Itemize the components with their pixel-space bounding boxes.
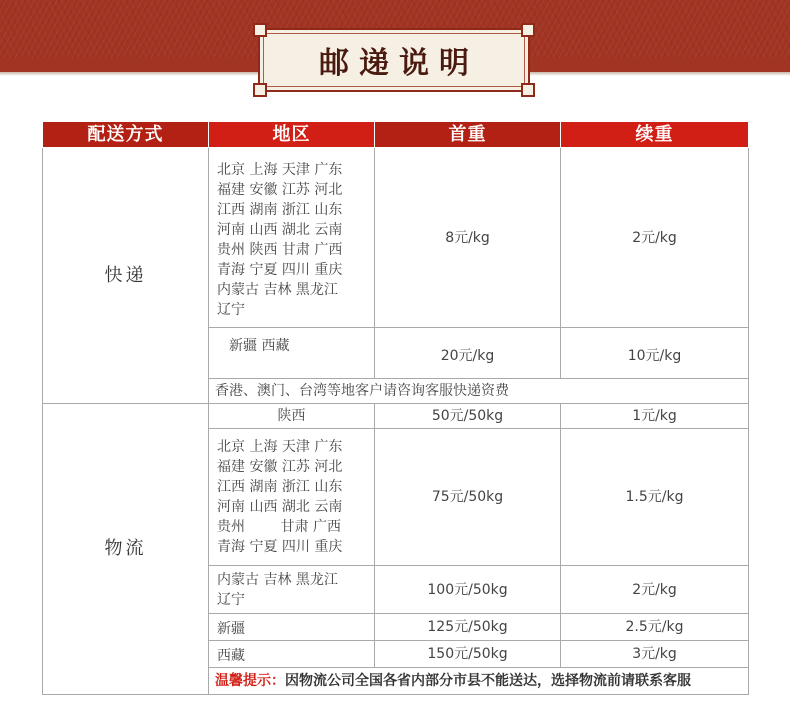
method-logistics: 物流 — [43, 404, 209, 695]
plaque-corner-ornament — [521, 83, 535, 97]
header-region: 地区 — [209, 122, 375, 148]
tip-label: 温馨提示： — [215, 673, 285, 689]
extra-weight-cell: 2元/kg — [561, 566, 749, 614]
region-text: 北京 上海 天津 广东 福建 安徽 江苏 河北 江西 湖南 浙江 山东 河南 山西 湖北 云南 贵州 陕西 甘肃 广西 青海 宁夏 四川 重庆 内蒙古 吉林 黑龙江 辽宁 — [217, 162, 343, 318]
first-weight-cell: 100元/50kg — [375, 566, 561, 614]
method-express: 快递 — [43, 148, 209, 404]
logistics-tip — [209, 668, 749, 695]
plaque-corner-ornament — [253, 83, 267, 97]
plaque-corner-ornament — [253, 23, 267, 37]
express-note: 香港、澳门、台湾等地客户请咨询客服快递资费 — [209, 379, 749, 404]
region-cell — [209, 641, 375, 668]
table-row — [43, 148, 749, 328]
shipping-rate-table — [42, 122, 749, 695]
title-plaque — [258, 28, 530, 92]
region-cell — [209, 614, 375, 641]
extra-weight-cell: 10元/kg — [561, 328, 749, 379]
first-weight-cell: 20元/kg — [375, 328, 561, 379]
first-weight-cell: 150元/50kg — [375, 641, 561, 668]
first-weight-cell: 50元/50kg — [375, 404, 561, 429]
extra-weight-cell: 2.5元/kg — [561, 614, 749, 641]
title-banner — [0, 0, 790, 88]
tip-text: 因物流公司全国各省内部分市县不能送达，选择物流前请联系客服 — [285, 673, 691, 689]
extra-weight-cell: 1.5元/kg — [561, 429, 749, 566]
extra-weight-cell: 3元/kg — [561, 641, 749, 668]
region-text: 北京 上海 天津 广东 福建 安徽 江苏 河北 江西 湖南 浙江 山东 河南 山西 湖北 云南 贵州 甘肃 广西 青海 宁夏 四川 重庆 — [217, 439, 343, 555]
first-weight-cell: 8元/kg — [375, 148, 561, 328]
extra-weight-cell: 2元/kg — [561, 148, 749, 328]
plaque-corner-ornament — [521, 23, 535, 37]
header-extra-weight: 续重 — [561, 122, 749, 148]
header-first-weight: 首重 — [375, 122, 561, 148]
region-text: 新疆 — [217, 620, 245, 637]
header-method: 配送方式 — [43, 122, 209, 148]
region-cell — [209, 566, 375, 614]
region-cell — [209, 148, 375, 328]
extra-weight-cell: 1元/kg — [561, 404, 749, 429]
table-row — [43, 404, 749, 429]
region-text: 西藏 — [217, 647, 245, 664]
page-title: 邮递说明 — [319, 46, 479, 81]
region-text: 新疆 西藏 — [229, 338, 290, 354]
region-text: 内蒙古 吉林 黑龙江 辽宁 — [217, 571, 338, 608]
region-cell — [209, 429, 375, 566]
first-weight-cell: 75元/50kg — [375, 429, 561, 566]
region-cell — [209, 328, 375, 379]
first-weight-cell: 125元/50kg — [375, 614, 561, 641]
region-cell: 陕西 — [209, 404, 375, 429]
table-header-row — [43, 122, 749, 148]
